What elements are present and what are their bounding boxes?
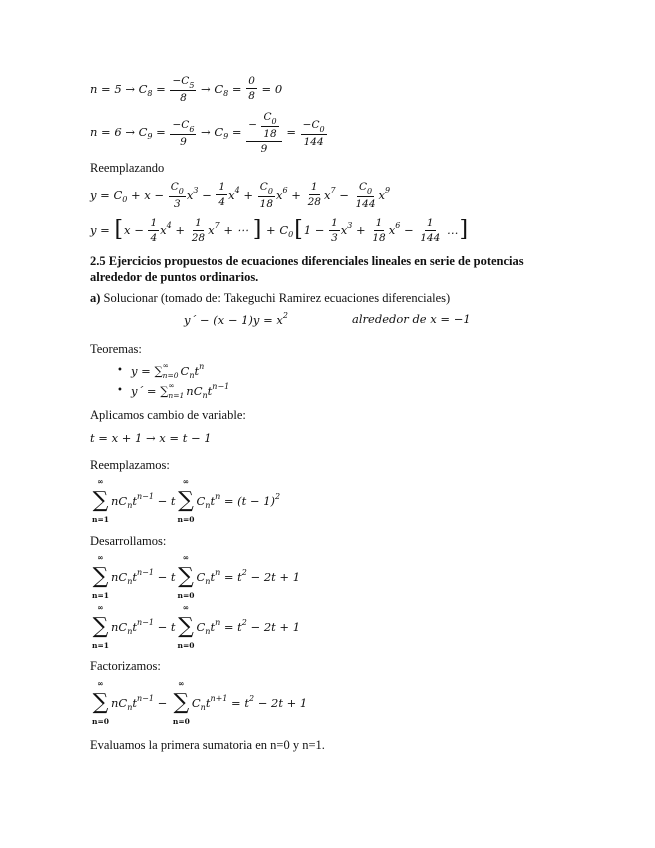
fraction-denominator [418,231,442,245]
fraction-denominator [370,231,387,245]
math-text: − t [153,570,176,584]
math-text: 18 [263,128,277,140]
math-text: + [352,223,370,237]
math-text: C [358,181,367,193]
math-text: = (t − 1) [220,494,276,508]
math-superscript: 3 [347,221,353,230]
math-text: 144 [420,231,441,244]
math-text: 144 [303,135,324,148]
fraction-numerator [357,178,374,197]
math-text: 1 [218,181,226,193]
math-bracket: ] [252,217,262,242]
fraction-numerator [246,74,257,89]
text-aplicamos: Aplicamos cambio de variable: [90,408,246,422]
exercise-label: a) [90,291,101,305]
math-superscript: 7 [214,221,220,230]
fraction-denominator [190,231,207,245]
limit-lower: n=0 [162,371,179,380]
math-text: t [205,696,211,710]
math-text: y´ = ∑ [131,384,169,398]
math-text: nC [110,696,128,710]
math-text: + [171,223,189,237]
math-text: = [152,81,170,96]
math-fraction [246,74,257,103]
equation-sum-1 [90,477,280,525]
math-text: y = ∑ [131,364,163,378]
math-subscript: n [127,627,133,636]
math-text: 28 [307,196,321,208]
math-text: C [196,620,206,634]
math-fraction [258,178,275,211]
math-subscript: 5 [189,81,195,90]
sum-lower-limit: n=1 [92,591,109,600]
math-text: C [196,570,206,584]
math-text: − [153,696,171,710]
math-subscript: 0 [288,230,294,239]
sigma-icon: ∑ [92,614,109,639]
sigma-icon: ∑ [178,614,194,639]
math-text: 4 [150,231,158,244]
math-text: t [194,364,200,378]
theorems-list [90,361,229,401]
sum-upper-limit: ∞ [97,679,104,688]
math-text: 9 [260,143,268,155]
math-text: C [259,181,268,193]
math-superscript: n−1 [136,618,154,627]
math-text: 28 [191,231,206,244]
math-text: y = C [90,187,123,202]
math-text: t [132,696,137,710]
math-text: − 2t + 1 [246,620,301,634]
math-text: 18 [372,231,386,244]
math-text: 8 [180,92,187,104]
math-superscript: n [215,568,221,577]
fraction-numerator [309,180,320,195]
math-limits [163,361,179,381]
theorem-item [117,381,229,401]
bullet-icon: • [117,385,123,396]
fraction-denominator [172,197,183,211]
math-fraction [190,216,207,245]
math-bracket: [ [294,217,303,242]
math-text: x [378,187,386,202]
math-text: alrededor de x = −1 [352,312,471,326]
fraction-denominator [216,195,227,209]
math-superscript: 2 [248,694,255,703]
math-text: + ⋯ [219,223,252,237]
math-text: C [263,111,272,123]
exercise-statement [90,290,450,306]
math-subscript: 8 [223,88,229,98]
sum-upper-limit: ∞ [97,477,104,486]
math-fraction [370,216,387,245]
math-fraction [169,178,186,211]
math-text: nC [186,384,203,398]
math-subscript: 0 [267,187,273,196]
math-text: 1 [195,216,202,229]
math-subscript: n [189,371,195,380]
equation-change-variable [90,430,212,446]
math-text: x [323,187,331,202]
summation [92,477,109,525]
math-text: nC [110,570,128,584]
equation-sum-2 [90,553,300,601]
fraction-numerator [329,216,340,231]
fraction-numerator [301,116,327,135]
math-text: = [228,125,246,139]
math-superscript: 3 [193,185,199,195]
math-text: C [170,181,179,193]
math-text: 1 [150,216,158,229]
math-text: t [132,570,137,584]
math-text: nC [110,620,128,634]
math-superscript: 7 [330,185,336,195]
math-text: 9 [180,135,187,148]
fraction-denominator [306,195,323,209]
math-text: + [287,187,305,202]
limit-upper: ∞ [162,361,169,370]
math-bracket: [ [114,217,124,242]
math-text: y´ − (x − 1)y = x [184,313,283,327]
fraction-numerator [374,216,385,231]
math-text: t [210,494,216,508]
summation [92,553,109,601]
math-subscript: 0 [271,117,277,126]
math-text: 4 [218,196,226,208]
sigma-icon: ∑ [173,690,190,715]
equation-around-point [352,311,471,327]
math-text: x [276,187,283,202]
math-text: 0 [248,75,255,87]
math-text: t [210,570,216,584]
sum-lower-limit: n=0 [177,515,195,524]
fraction-numerator [258,178,275,197]
math-text: x [228,187,235,202]
math-text: t [207,384,213,398]
math-text: = t [220,570,242,584]
sigma-icon: ∑ [178,488,194,513]
math-fraction [216,180,227,209]
sum-lower-limit: n=0 [172,717,190,726]
math-bracket: ] [459,217,469,242]
math-superscript: 2 [241,618,247,627]
math-text: − 2t + 1 [246,570,301,584]
summation [173,679,190,727]
summation [178,553,195,601]
math-text: C [180,364,190,378]
text-factorizamos: Factorizamos: [90,659,161,673]
math-superscript: n [215,618,221,627]
math-subscript: n [205,501,211,510]
math-text: −C [302,118,320,131]
math-text: 1 [310,181,318,193]
bullet-icon: • [117,365,123,376]
math-superscript: 6 [282,185,288,195]
math-text: t [132,494,137,508]
math-superscript: 2 [241,568,247,577]
math-text: x [388,223,396,237]
equation-c8 [90,72,282,105]
math-subscript: 9 [223,132,229,141]
text-reemplazando: Reemplazando [90,161,165,175]
fraction-denominator [329,231,340,245]
math-fraction [246,108,282,156]
fraction-denominator [148,231,159,245]
math-text: = t [220,620,242,634]
fraction-numerator [170,116,196,135]
equation-sum-3 [90,603,300,651]
fraction-denominator [258,197,275,211]
math-text: → C [197,81,224,96]
sum-lower-limit: n=0 [92,717,109,726]
math-text: 3 [173,198,181,210]
sum-lower-limit: n=1 [92,515,109,524]
text-desarrollamos: Desarrollamos: [90,534,167,548]
fraction-denominator [302,135,326,149]
math-fraction [354,178,378,211]
sum-upper-limit: ∞ [182,603,190,612]
math-text: − 2t + 1 [254,696,308,710]
math-superscript: 6 [395,221,401,230]
sum-upper-limit: ∞ [97,553,104,562]
math-superscript: n+1 [210,694,228,703]
math-superscript: n−1 [212,382,230,391]
equation-sum-4 [90,679,307,727]
equation-ode [184,311,288,329]
summation [178,477,195,525]
sum-lower-limit: n=1 [92,641,109,650]
math-text: 1 − [303,223,329,237]
math-text: x [208,223,215,237]
math-subscript: n [205,627,211,636]
sum-upper-limit: ∞ [182,477,190,486]
math-text: n = 5 → C [90,81,148,96]
math-subscript: n [205,577,211,586]
math-text: → C [197,125,224,139]
fraction-numerator [216,180,227,195]
math-superscript: n−1 [136,492,154,501]
math-superscript: 2 [275,492,281,501]
sum-lower-limit: n=0 [177,641,195,650]
sigma-icon: ∑ [92,690,109,715]
text-teoremas: Teoremas: [90,342,142,356]
equation-c9 [90,108,328,156]
math-fraction [261,108,278,141]
math-text: t [132,620,137,634]
math-text: 1 [375,216,383,229]
limit-upper: ∞ [168,381,175,390]
fraction-numerator [425,216,436,231]
math-text: − [248,118,261,131]
math-text: C [196,494,206,508]
math-subscript: n [200,703,206,712]
math-subscript: n [127,703,133,712]
math-text: − t [153,620,176,634]
math-subscript: 0 [319,124,325,134]
theorem-y-prime [131,381,229,401]
math-text: 18 [259,198,274,210]
section-heading: 2.5 Ejercicios propuestos de ecuaciones diferenciales lineales en serie de potencias alrededor de puntos ordinarios. [90,254,524,284]
math-text: + C [262,223,289,237]
math-text: − [335,187,353,202]
math-fraction [170,72,196,105]
summation [92,679,109,727]
math-fraction [301,116,327,149]
math-fraction [329,216,340,245]
math-subscript: n [202,391,208,400]
fraction-numerator [193,216,204,231]
math-subscript: 6 [189,124,195,134]
math-text: − [198,187,216,202]
math-text: 144 [355,198,376,210]
fraction-denominator [246,89,257,103]
math-subscript: 9 [147,132,153,141]
math-text: − [400,223,418,237]
fraction-denominator [261,127,278,141]
math-text: t [210,620,216,634]
limit-lower: n=1 [168,391,185,400]
math-superscript: n [215,492,221,501]
math-superscript: 4 [166,221,172,230]
math-text: x [160,223,167,237]
math-superscript: n−1 [136,694,154,703]
sum-upper-limit: ∞ [97,603,104,612]
math-text: nC [110,494,128,508]
sigma-icon: ∑ [92,488,109,513]
exercise-text: Solucionar (tomado de: Takeguchi Ramirez ecuaciones diferenciales) [100,291,451,305]
math-superscript: 2 [282,311,288,320]
math-text: −C [172,75,190,87]
sigma-icon: ∑ [92,564,109,589]
sum-upper-limit: ∞ [182,553,190,562]
math-superscript: 4 [234,185,240,195]
math-superscript: n−1 [136,568,154,577]
math-subscript: n [127,501,133,510]
equation-y-grouped [90,215,469,245]
math-text: = t [227,696,249,710]
math-subscript: 0 [178,187,184,196]
math-text: n = 6 → C [90,125,148,139]
math-superscript: 9 [385,185,391,195]
fraction-denominator [178,91,189,105]
math-text: 1 [331,216,338,229]
fraction-denominator [178,135,189,149]
text-reemplazamos: Reemplazamos: [90,458,170,472]
sum-upper-limit: ∞ [178,679,185,688]
math-text: = [152,125,170,139]
math-subscript: n [127,577,133,586]
math-text: 1 [426,216,434,229]
math-text: x [340,223,348,237]
math-fraction [418,216,442,245]
math-text: y = [90,223,114,237]
math-text: … [443,223,459,237]
math-text: t = x + 1 → x = t − 1 [90,431,212,445]
fraction-denominator [259,142,270,156]
math-limits [168,381,184,401]
summation [92,603,109,651]
math-text: x [186,187,194,202]
fraction-denominator [354,197,378,211]
math-text: = [282,125,300,139]
math-text: − t [153,494,176,508]
theorem-y [131,361,204,381]
sum-lower-limit: n=0 [177,591,195,600]
sigma-icon: ∑ [178,564,194,589]
math-text: 8 [248,90,255,102]
text-evaluamos: Evaluamos la primera sumatoria en n=0 y n=1. [90,738,325,752]
fraction-numerator [246,108,282,142]
math-text: = [228,81,246,96]
math-text: −C [172,118,190,131]
math-text: 3 [331,231,338,244]
math-subscript: 0 [367,187,373,196]
math-subscript: 0 [122,194,128,204]
math-fraction [170,116,196,149]
fraction-numerator [170,72,196,91]
fraction-numerator [169,178,186,197]
summation [178,603,195,651]
equation-y-series [90,178,390,211]
math-fraction [306,180,323,209]
theorem-item [117,361,229,381]
math-fraction [148,216,159,245]
math-text: x − [124,223,148,237]
math-text: = 0 [257,81,283,96]
math-subscript: 8 [147,88,153,98]
math-superscript: n [199,362,205,371]
math-text: + [239,187,257,202]
fraction-numerator [148,216,159,231]
math-text: + x − [127,187,168,202]
fraction-numerator [261,108,278,127]
math-text: C [191,696,201,710]
